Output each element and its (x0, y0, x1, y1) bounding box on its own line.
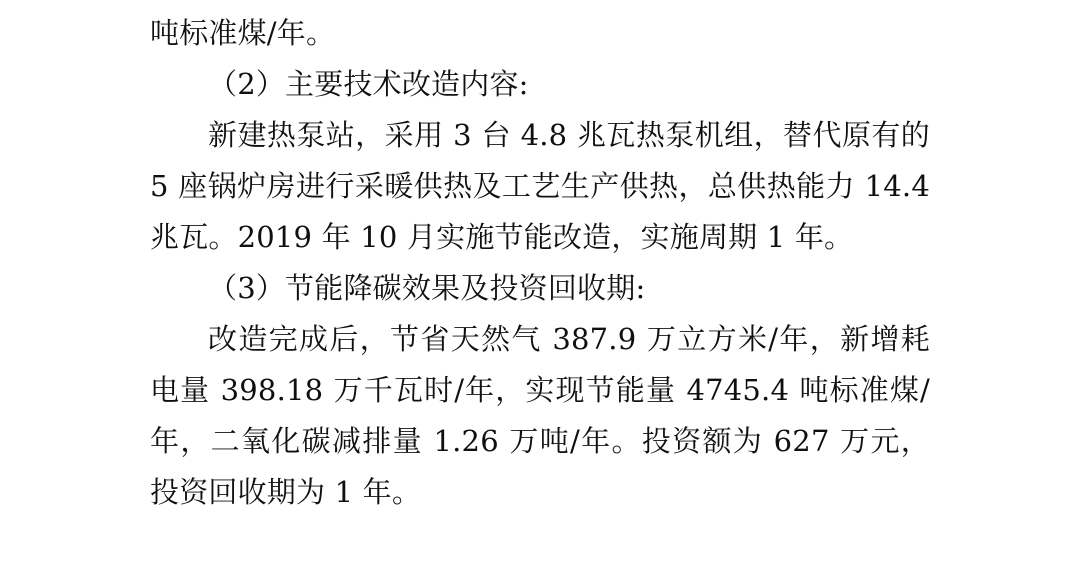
paragraph-section-2-body: 新建热泵站，采用 3 台 4.8 兆瓦热泵机组，替代原有的 5 座锅炉房进行采暖供热及工艺生产供热，总供热能力 14.4 兆瓦。2019 年 10 月实施节能改造，实施周期 1 年。 (150, 118, 940, 254)
document-body (150, 0, 940, 518)
paragraph-continuation: 吨标准煤/年。 (150, 16, 336, 50)
paragraph-section-2-heading: （2）主要技术改造内容: (208, 67, 529, 101)
paragraph-section-3-body: 改造完成后，节省天然气 387.9 万立方米/年，新增耗电量 398.18 万千瓦时/年，实现节能量 4745.4 吨标准煤/年，二氧化碳减排量 1.26 万吨/年。投资额为 627 万元，投资回收期为 1 年。 (150, 322, 930, 509)
paragraph-section-3-heading: （3）节能降碳效果及投资回收期: (208, 271, 646, 305)
